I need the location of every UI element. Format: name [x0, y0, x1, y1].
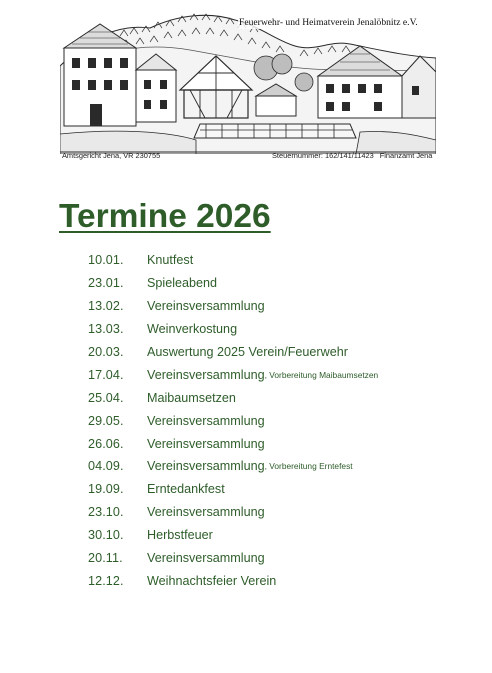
event-name: Herbstfeuer	[147, 528, 213, 543]
event-date: 17.04.	[88, 367, 124, 382]
event-row	[88, 272, 468, 295]
event-date: 29.05.	[88, 413, 124, 428]
event-date: 20.03.	[88, 345, 124, 359]
event-row	[88, 409, 468, 432]
tax-info	[272, 151, 432, 160]
event-row	[88, 569, 468, 592]
event-row	[88, 478, 468, 501]
event-date: 26.06.	[88, 436, 124, 451]
tax-number: Steuernummer: 162/141/11423	[272, 151, 374, 160]
event-date: 13.02.	[88, 299, 124, 314]
event-row	[88, 318, 468, 341]
event-date: 04.09.	[88, 459, 124, 474]
event-row	[88, 432, 468, 455]
event-name: Vereinsversammlung	[147, 299, 265, 314]
court-register: Amtsgericht Jena, VR 230755	[62, 151, 161, 160]
event-name: Erntedankfest	[147, 482, 225, 497]
event-name: Vereinsversammlung	[147, 413, 265, 428]
tax-office: Finanzamt Jena	[379, 151, 433, 160]
event-name: Auswertung 2025 Verein/Feuerwehr	[147, 345, 348, 359]
event-name: Spieleabend	[147, 276, 218, 291]
organization-name: Feuerwehr- und Heimatverein Jenalöbnitz e.V.	[238, 17, 430, 29]
event-row	[88, 363, 468, 386]
event-name: Vereinsversammlung	[147, 551, 265, 566]
event-date: 12.12.	[88, 573, 124, 588]
event-row	[88, 341, 468, 364]
event-name: Maibaumsetzen	[147, 390, 236, 405]
event-date: 30.10.	[88, 528, 124, 543]
event-row	[88, 455, 468, 478]
event-row	[88, 524, 468, 547]
event-date: 10.01.	[88, 253, 124, 268]
event-date: 13.03.	[88, 322, 124, 337]
event-name: Weihnachtsfeier Verein	[147, 573, 277, 588]
event-name: Vereinsversammlung	[147, 459, 265, 474]
page-title: Termine 2026	[59, 198, 271, 235]
event-name: Vereinsversammlung	[147, 505, 265, 520]
event-name: Knutfest	[147, 253, 194, 268]
event-date: 23.10.	[88, 505, 124, 520]
event-note: , Vorbereitung Erntefest	[264, 461, 353, 472]
event-name: Vereinsversammlung	[147, 436, 265, 451]
event-name: Weinverkostung	[147, 322, 238, 337]
event-date: 20.11.	[88, 551, 123, 566]
event-date: 25.04.	[88, 390, 124, 405]
event-row	[88, 295, 468, 318]
event-note: , Vorbereitung Maibaumsetzen	[264, 369, 379, 380]
event-row	[88, 501, 468, 524]
event-date: 23.01.	[88, 276, 124, 291]
event-row	[88, 386, 468, 409]
event-date: 19.09.	[88, 482, 124, 497]
event-row	[88, 547, 468, 570]
event-list	[88, 249, 468, 592]
event-name: Vereinsversammlung	[147, 367, 265, 382]
event-row	[88, 249, 468, 272]
